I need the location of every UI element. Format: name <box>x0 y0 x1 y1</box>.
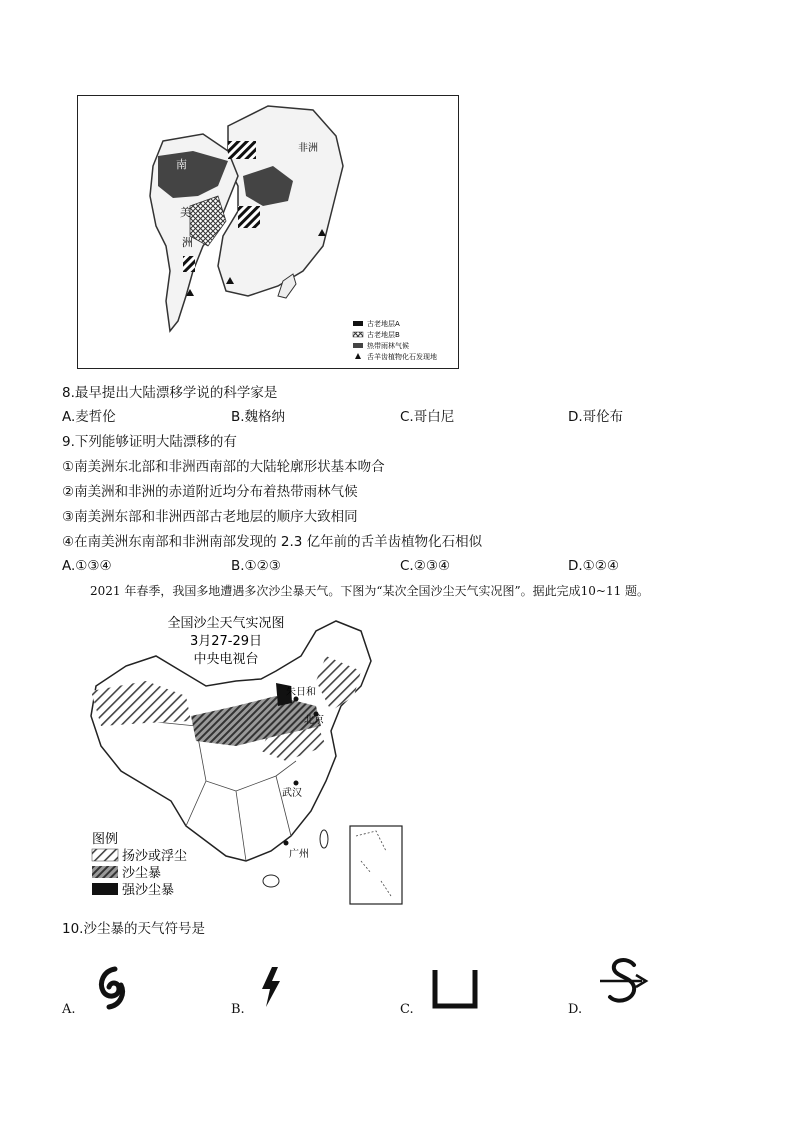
label-south-3: 洲 <box>182 236 193 249</box>
legend-strong-dust-storm: 强沙尘暴 <box>122 883 175 898</box>
q9-option-a[interactable]: A.①③④ <box>62 558 112 574</box>
continent-drift-map-drawing <box>78 96 457 367</box>
hainan-outline <box>263 875 279 887</box>
q9-statement-2: ②南美洲和非洲的赤道附近均分布着热带雨林气候 <box>62 484 358 500</box>
figure2-title-line2: 3月27-29日 <box>189 634 263 649</box>
q8-option-b[interactable]: B.魏格纳 <box>231 409 286 425</box>
legend-strata-a: 古老地层A <box>367 320 400 328</box>
continent-drift-map <box>77 95 459 369</box>
u-shape-symbol-icon[interactable] <box>430 968 480 1010</box>
q9-option-c[interactable]: C.②③④ <box>400 558 451 574</box>
q10-stem: 10.沙尘暴的天气符号是 <box>62 921 205 937</box>
q8-option-c[interactable]: C.哥白尼 <box>400 409 455 425</box>
label-africa: 非洲 <box>298 143 318 154</box>
q8-option-a[interactable]: A.麦哲伦 <box>62 409 116 425</box>
figure2-title-line1: 全国沙尘天气实况图 <box>167 616 285 631</box>
q9-statement-1: ①南美洲东北部和非洲西南部的大陆轮廓形状基本吻合 <box>62 459 385 475</box>
lightning-symbol-icon[interactable] <box>258 965 284 1009</box>
q10-option-c-label[interactable]: C. <box>400 1002 414 1017</box>
legend-dust-storm: 沙尘暴 <box>122 866 162 881</box>
section-intro: 2021 年春季，我国多地遭遇多次沙尘暴天气。下图为“某次全国沙尘天气实况图”。据此完成10~11 题。 <box>90 584 650 598</box>
city-label-beijing: 北京 <box>304 715 324 726</box>
city-dot-wuhan <box>294 781 299 786</box>
legend-rainforest: 热带雨林气候 <box>367 342 409 350</box>
q9-option-b[interactable]: B.①②③ <box>231 558 281 574</box>
q8-stem: 8.最早提出大陆漂移学说的科学家是 <box>62 385 278 401</box>
city-label-zhurihe: 朱日和 <box>286 687 316 698</box>
label-south-2: 美 <box>180 206 191 219</box>
city-dot-guangzhou <box>284 841 289 846</box>
dust-storm-symbol-icon[interactable] <box>598 955 652 1011</box>
strata-a-1 <box>228 141 256 159</box>
q9-option-d[interactable]: D.①②④ <box>568 558 619 574</box>
q10-option-b-label[interactable]: B. <box>231 1002 245 1017</box>
legend-fossil: 舌羊齿植物化石发现地 <box>367 353 437 361</box>
q10-option-d-label[interactable]: D. <box>568 1002 583 1017</box>
city-label-wuhan: 武汉 <box>282 788 302 799</box>
typhoon-symbol-icon[interactable] <box>95 965 129 1011</box>
q9-statement-4: ④在南美洲东南部和非洲南部发现的 2.3 亿年前的舌羊齿植物化石相似 <box>62 534 483 550</box>
figure2-title-line3: 中央电视台 <box>193 652 259 667</box>
figure2-title <box>167 615 284 667</box>
strata-a-2 <box>238 206 260 228</box>
city-label-guangzhou: 广州 <box>289 849 309 860</box>
south-china-sea-inset <box>350 826 402 904</box>
china-dust-map <box>86 611 406 907</box>
figure2-legend <box>92 832 187 898</box>
legend-title: 图例 <box>92 832 119 847</box>
q10-option-a-label[interactable]: A. <box>62 1002 76 1017</box>
q9-stem: 9.下列能够证明大陆漂移的有 <box>62 434 237 450</box>
legend-strata-b: 古老地层B <box>367 331 400 339</box>
china-dust-map-drawing <box>86 611 406 907</box>
taiwan-outline <box>320 830 328 848</box>
q8-option-d[interactable]: D.哥伦布 <box>568 409 624 425</box>
figure1-legend <box>353 319 437 361</box>
strata-a-3 <box>183 256 195 272</box>
label-south-1: 南 <box>176 158 187 171</box>
legend-floating-dust: 扬沙或浮尘 <box>122 849 188 864</box>
q9-statement-3: ③南美洲东部和非洲西部古老地层的顺序大致相同 <box>62 509 358 525</box>
